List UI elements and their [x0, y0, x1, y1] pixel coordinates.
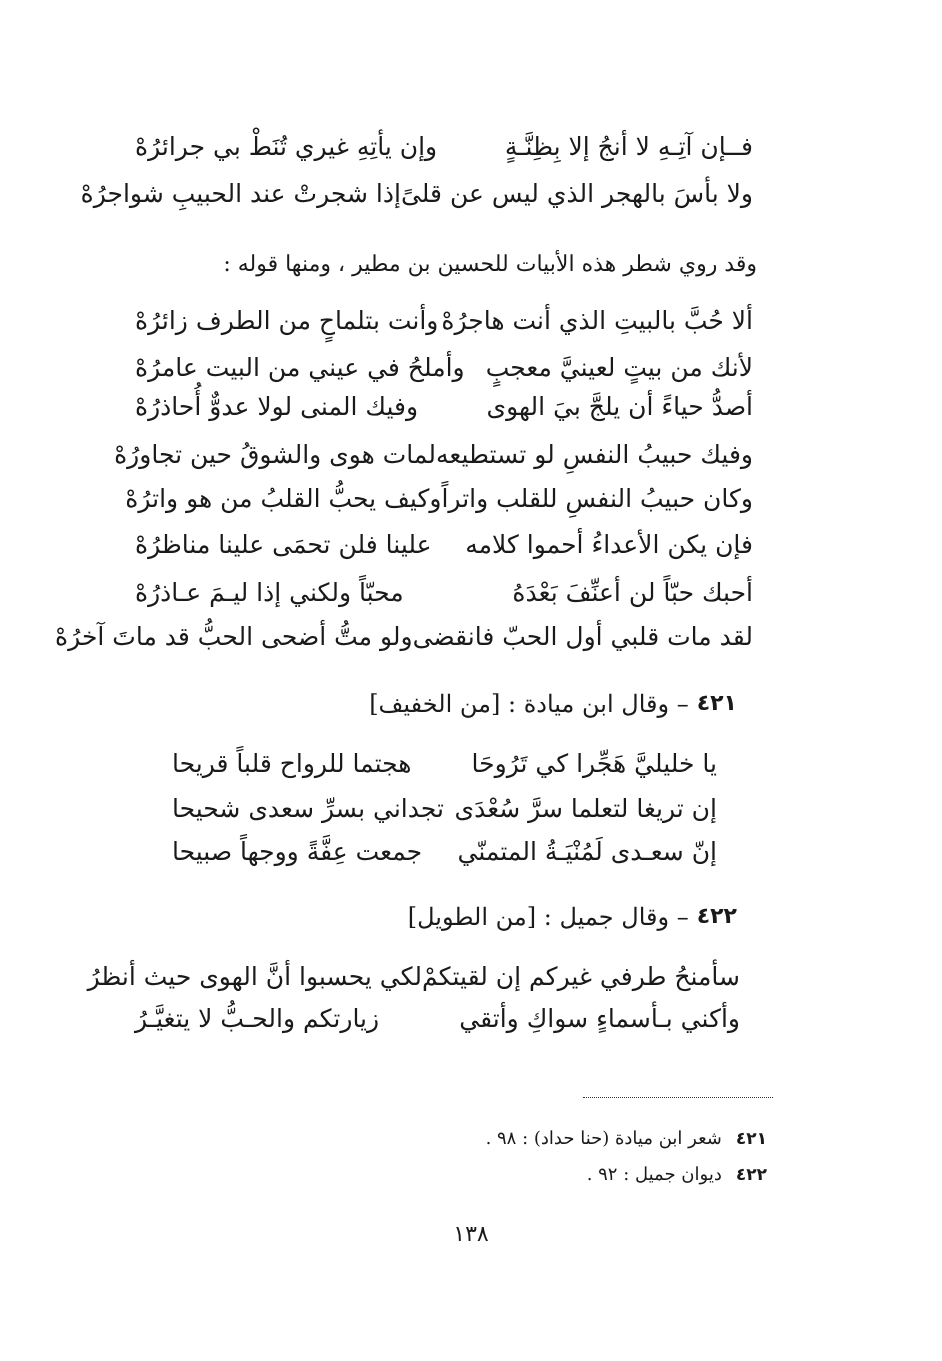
verse-line	[135, 996, 740, 1042]
section-title: – وقال ابن ميادة : [من الخفيف]	[369, 690, 689, 718]
first-hemistich: إن تريغا لتعلما سرَّ سُعْدَى	[454, 794, 717, 823]
second-hemistich: وأنت بتلماحٍ من الطرف زائرُهْ	[135, 306, 439, 335]
first-hemistich: وفيك حبيبُ النفسِ لو تستطيعه	[436, 440, 753, 469]
footnote	[587, 1160, 767, 1190]
footnote-number: ٤٢١	[735, 1129, 767, 1149]
verse-line	[135, 298, 753, 344]
first-hemistich: لقد مات قلبي أول الحبّ فانقضى	[412, 622, 753, 651]
second-hemistich: تجداني بسرِّ سعدى شحيحا	[172, 794, 444, 823]
verse-line	[135, 384, 753, 430]
second-hemistich: محبّاً ولكني إذا ليـمَ عـاذرُهْ	[135, 578, 404, 607]
footnote	[486, 1124, 767, 1154]
first-hemistich: وأكني بـأسماءٍ سواكِ وأتقي	[459, 1004, 740, 1033]
verse-line	[114, 432, 753, 478]
second-hemistich: لكي يحسبوا أنَّ الهوى حيث أنظرُ	[87, 962, 423, 991]
footnote-separator	[583, 1097, 773, 1098]
first-hemistich: يا خليليَّ هَجِّرا كي تَرُوحَا	[471, 749, 717, 778]
second-hemistich: وكيف يحبُّ القلبُ من هو واترُهْ	[125, 484, 442, 513]
second-hemistich: هجتما للرواح قلباً قريحا	[172, 749, 412, 778]
first-hemistich: وكان حبيبُ النفسِ للقلب واتراً	[441, 484, 753, 513]
first-hemistich: إنّ سعـدى لَمُنْيَـةُ المتمنّي	[457, 837, 717, 866]
second-hemistich: لمات هوى والشوقُ حين تجاورُهْ	[114, 440, 436, 469]
second-hemistich: جمعت عِفَّةً ووجهاً صبيحا	[172, 837, 423, 866]
verse-line	[80, 171, 753, 217]
section-heading-421	[369, 682, 737, 726]
verse-line	[172, 829, 717, 875]
first-hemistich: فإن يكن الأعداءُ أحموا كلامه	[465, 530, 753, 559]
verse-line	[135, 522, 753, 568]
second-hemistich: وفيك المنى لولا عدوٌّ أُحاذرُهْ	[135, 392, 419, 421]
footnote-number: ٤٢٢	[735, 1165, 767, 1185]
section-number: ٤٢٢	[696, 904, 737, 929]
intro-line: وقد روي شطر هذه الأبيات للحسين بن مطير ، ومنها قوله :	[223, 252, 757, 277]
section-title: – وقال جميل : [من الطويل]	[407, 903, 689, 931]
section-number: ٤٢١	[696, 691, 737, 716]
first-hemistich: لأنك من بيتٍ لعينيَّ معجبٍ	[485, 353, 753, 382]
verse-line	[125, 476, 753, 522]
second-hemistich: زيارتكم والحـبُّ لا يتغيَّـرُ	[135, 1004, 380, 1033]
first-hemistich: أصدُّ حياءً أن يلجَّ بيَ الهوى	[486, 392, 753, 421]
verse-line	[135, 570, 753, 616]
verse-line	[172, 786, 717, 832]
first-hemistich: سأمنحُ طرفي غيركم إن لقيتكمْ	[422, 962, 740, 991]
second-hemistich: علينا فلن تحمَى علينا مناظرُهْ	[135, 530, 432, 559]
second-hemistich: إذا شجرتْ عند الحبيبِ شواجرُهْ	[80, 179, 401, 208]
footnote-text: شعر ابن ميادة (حنا حداد) : ٩٨ .	[485, 1128, 722, 1149]
first-hemistich: ألا حُبَّ بالبيتِ الذي أنت هاجرُهْ	[441, 306, 753, 335]
second-hemistich: ولو متُّ أضحى الحبُّ قد ماتَ آخرُهْ	[55, 622, 413, 651]
page-number: ١٣٨	[453, 1222, 489, 1247]
first-hemistich: ولا بأسَ بالهجر الذي ليس عن قلىً	[400, 179, 753, 208]
verse-line	[172, 741, 717, 787]
second-hemistich: وإن يأتِهِ غيري تُنَطْ بي جرائرُهْ	[135, 132, 438, 161]
verse-line	[87, 954, 740, 1000]
footnote-text: ديوان جميل : ٩٢ .	[586, 1164, 722, 1185]
first-hemistich: فــإن آتِـهِ لا أنجُ إلا بِظِنَّـةٍ	[504, 132, 753, 161]
verse-line	[55, 614, 753, 660]
second-hemistich: وأملحُ في عيني من البيت عامرُهْ	[135, 353, 465, 382]
verse-line	[135, 124, 753, 170]
section-heading-422	[408, 895, 737, 939]
first-hemistich: أحبك حبّاً لن أعنِّفَ بَعْدَهُ	[512, 578, 753, 607]
